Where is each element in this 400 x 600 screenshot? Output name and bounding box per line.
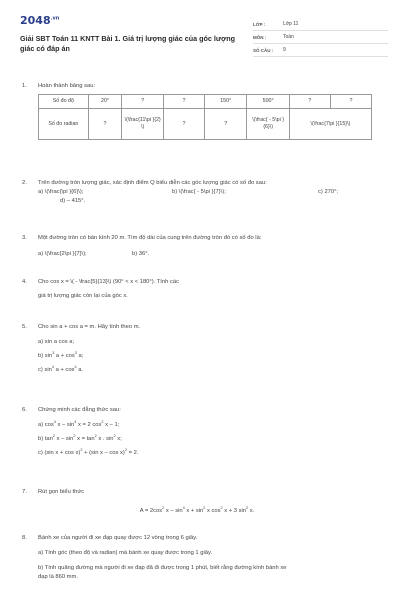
document-header <box>20 14 385 60</box>
question-number: 4. <box>22 279 27 285</box>
table-cell: ? <box>163 109 204 140</box>
question-text: Cho sin a + cos a = m. Hãy tính theo m. <box>38 324 141 330</box>
question-number: 8. <box>22 535 27 541</box>
table-cell: ? <box>205 109 247 140</box>
table-cell: \(\frac{11\pi }{2}\) <box>122 109 164 140</box>
meta-value: Toán <box>283 34 294 40</box>
sub-item-a: a) \(\frac{\pi }{6}\); <box>38 189 84 195</box>
meta-row-subject <box>253 31 388 44</box>
question-number: 2. <box>22 180 27 186</box>
meta-row-count <box>253 44 388 57</box>
question-number: 1. <box>22 83 27 89</box>
table-cell: 500° <box>247 95 289 109</box>
meta-info <box>253 18 388 57</box>
table-cell: ? <box>330 95 371 109</box>
question-5 <box>22 323 372 379</box>
question-text: Rút gọn biểu thức <box>38 489 85 495</box>
sub-item-a: a) Tính góc (theo độ và radian) mà bánh xe quay được trong 1 giây. <box>38 550 213 556</box>
question-8 <box>22 534 372 590</box>
sub-item-b: b) Tính quãng đường mà người đi xe đạp đã đi được trong 1 phút, biết rằng đường kính bánh xe <box>38 565 287 571</box>
question-text-cont: giá trị lượng giác còn lại của góc x. <box>38 293 128 299</box>
sub-item-b: b) \(\frac{ - 5\pi }{7}\); <box>172 189 226 195</box>
question-text: Chứng minh các đẳng thức sau: <box>38 407 121 413</box>
table-cell: ? <box>289 95 330 109</box>
table-cell: 150° <box>205 95 247 109</box>
document-title: Giải SBT Toán 11 KNTT Bài 1. Giá trị lượng giác của góc lượng giác có đáp án <box>20 34 235 53</box>
question-3 <box>22 234 372 264</box>
question-1 <box>22 82 372 162</box>
table-cell: 20° <box>88 95 122 109</box>
table-cell: \(\frac{7\pi }{15}\) <box>289 109 371 140</box>
question-text: Hoàn thành bảng sau: <box>38 83 96 89</box>
site-logo[interactable]: $2048^{.vn}$ <box>20 14 60 27</box>
meta-key: LỚP : <box>253 21 266 27</box>
sub-item-c: c) $\sin^4 a + \cos^4 a$. <box>38 365 84 373</box>
question-number: 6. <box>22 407 27 413</box>
sub-item-b: b) 36°. <box>132 251 150 257</box>
table-cell: ? <box>163 95 204 109</box>
sub-item-c: c) 270°; <box>318 189 339 195</box>
meta-key: SỐ CÂU : <box>253 47 274 53</box>
table-cell: ? <box>88 109 122 140</box>
question-2 <box>22 179 372 209</box>
sub-item-b-cont: đạp là 860 mm. <box>38 574 78 580</box>
question-text: Trên đường tròn lượng giác, xác định điểm Q biểu diễn các góc lượng giác có số đo sau: <box>38 180 267 186</box>
question-text: Cho cos x = \( - \frac{5}{13}\) (90° < x < 180°). Tính các <box>38 279 179 285</box>
table-cell: ? <box>122 95 164 109</box>
question-text: Một đường tròn có bán kính 20 m. Tìm độ dài của cung trên đường tròn đó có số đo là: <box>38 235 262 241</box>
meta-row-class <box>253 18 388 31</box>
question-7 <box>22 488 372 518</box>
sub-item-c: c) (sin x + cos x)$^2$ + (sin x – cos x)$^2$ = 2. <box>38 448 139 456</box>
question-text: Bánh xe của người đi xe đạp quay được 12 vòng trong 6 giây. <box>38 535 198 541</box>
table-cell: Số đo radian <box>39 109 89 140</box>
sub-item-a: a) $\cos^4 x - \sin^4 x = 2$ $\cos^2 x - 1$; <box>38 420 120 428</box>
sub-item-b: b) $\sin^3 a + \cos^3 a$; <box>38 351 84 359</box>
question-4 <box>22 278 372 300</box>
angle-table <box>38 94 372 140</box>
table-cell: \(\frac{ - 5\pi }{6}\) <box>247 109 289 140</box>
table-cell: Số đo độ <box>39 95 89 109</box>
sub-item-d: d) – 415°. <box>60 198 86 204</box>
sub-item-b: b) $\tan^2 x - \sin^2 x = \tan^2 x$ . $\sin^2 x$; <box>38 434 122 442</box>
sub-item-a: a) sin a cos a; <box>38 339 75 345</box>
question-number: 5. <box>22 324 27 330</box>
question-number: 3. <box>22 235 27 241</box>
question-6 <box>22 406 372 462</box>
meta-value: 9 <box>283 47 286 53</box>
meta-value: Lớp 11 <box>283 21 299 27</box>
sub-item-a: a) \(\frac{2\pi }{7}\); <box>38 251 87 257</box>
question-number: 7. <box>22 489 27 495</box>
meta-key: MÔN : <box>253 34 267 40</box>
formula: $A = 2\cos^2$ $x - \sin^4 x + \sin^2 x$ $\cos^2 x + 3$ $\sin^2 x$. <box>139 506 255 514</box>
